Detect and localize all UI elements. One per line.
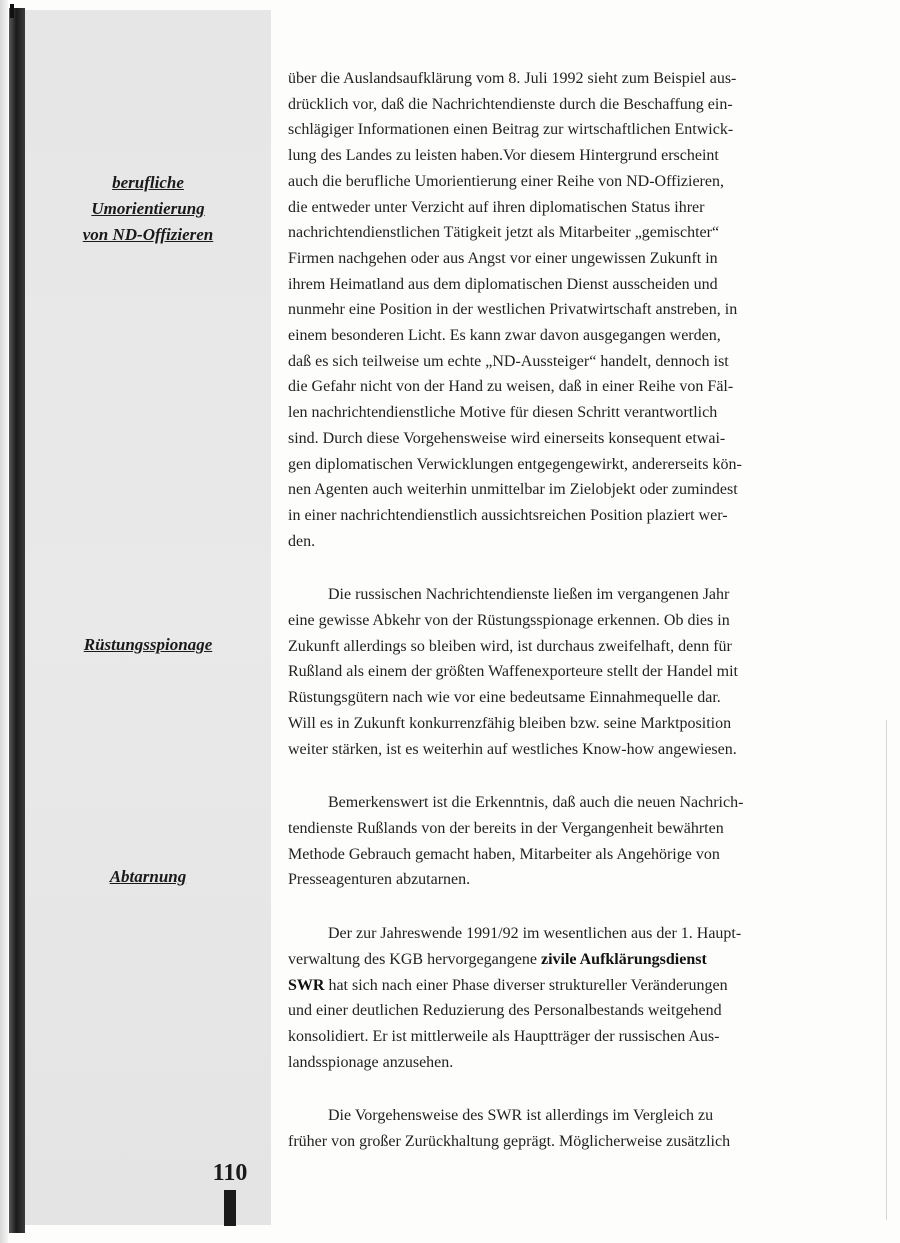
text-line: Zukunft allerdings so bleiben wird, ist durchaus zweifelhaft, denn für <box>288 637 732 655</box>
page-marker <box>224 1190 236 1226</box>
text-line: schlägiger Informationen einen Beitrag zur wirtschaftlichen Entwick- <box>288 121 734 139</box>
text-line: Firmen nachgehen oder aus Angst vor einer ungewissen Zukunft in <box>288 249 718 267</box>
text-line: Methode Gebrauch gemacht haben, Mitarbeiter als Angehörige von <box>288 845 720 863</box>
text-line: weiter stärken, ist es weiterhin auf westliches Know-how angewiesen. <box>288 740 737 758</box>
paragraph <box>288 921 828 1075</box>
text-line: tendienste Rußlands von der bereits in der Vergangenheit bewährten <box>288 819 724 837</box>
text-line: eine gewisse Abkehr von der Rüstungsspionage erkennen. Ob dies in <box>288 612 730 630</box>
text-line: landsspionage anzusehen. <box>288 1053 454 1071</box>
text-line: gen diplomatischen Verwicklungen entgegengewirkt, andererseits kön- <box>288 455 742 473</box>
text-line: len nachrichtendienstliche Motive für diesen Schritt verantwortlich <box>288 404 718 422</box>
text-line: über die Auslandsaufklärung vom 8. Juli 1992 sieht zum Beispiel aus- <box>288 70 737 87</box>
paragraph <box>288 66 828 554</box>
bold-term: zivile Aufklärungsdienst <box>540 950 707 968</box>
text-line: den. <box>288 532 316 550</box>
text-line: daß es sich teilweise um echte „ND-Aussteiger“ handelt, dennoch ist <box>288 352 729 370</box>
text-line: die Gefahr nicht von der Hand zu weisen, daß in einer Reihe von Fäl- <box>288 378 734 396</box>
scan-edge-line <box>886 720 887 1220</box>
binding-edge <box>9 8 25 1233</box>
text-line: ihrem Heimatland aus dem diplomatischen Dienst ausscheiden und <box>288 275 718 293</box>
margin-note-abtarnung: Abtarnung <box>109 867 187 886</box>
text-line: Die Vorgehensweise des SWR ist allerdings im Vergleich zu <box>328 1107 714 1125</box>
paragraph <box>288 790 828 893</box>
text-line: nachrichtendienstlichen Tätigkeit jetzt als Mitarbeiter „gemischter“ <box>288 224 720 242</box>
binding-tick <box>10 4 14 18</box>
binding-shadow <box>0 0 8 1243</box>
text-line: SWR hat sich nach einer Phase diverser struktureller Veränderungen <box>288 976 728 994</box>
text-line: verwaltung des KGB hervorgegangene zivile Aufklärungsdienst <box>288 950 707 968</box>
text-line: früher von großer Zurückhaltung geprägt. Möglicherweise zusätzlich <box>288 1133 731 1151</box>
text-line: die entweder unter Verzicht auf ihren diplomatischen Status ihrer <box>288 198 705 216</box>
text-line: in einer nachrichtendienstlich aussichtsreichen Position plaziert wer- <box>288 506 728 524</box>
text-line: Bemerkenswert ist die Erkenntnis, daß auch die neuen Nachrich- <box>328 794 744 812</box>
paragraph <box>288 582 828 762</box>
text-line: und einer deutlichen Reduzierung des Personalbestands weitgehend <box>288 1002 722 1020</box>
text-line: auch die berufliche Umorientierung einer Reihe von ND-Offizieren, <box>288 172 724 190</box>
bold-term: SWR <box>288 976 325 994</box>
text-line: konsolidiert. Er ist mittlerweile als Hauptträger der russischen Aus- <box>288 1027 720 1045</box>
body-text <box>288 66 828 1155</box>
margin-note-berufliche-umorientierung: berufliche Umorientierung von ND-Offizieren <box>82 173 214 244</box>
text-line: sind. Durch diese Vorgehensweise wird einerseits konsequent etwai- <box>288 429 726 447</box>
text-line: Rüstungsgütern nach wie vor eine bedeutsame Einnahmequelle dar. <box>288 689 721 707</box>
text-line: Rußland als einem der größten Waffenexporteure stellt der Handel mit <box>288 663 738 681</box>
text-line: Die russischen Nachrichtendienste ließen im vergangenen Jahr <box>328 586 730 604</box>
text-line: Will es in Zukunft konkurrenzfähig bleiben bzw. seine Marktposition <box>288 714 732 732</box>
text-line: einem besonderen Licht. Es kann zwar davon ausgegangen werden, <box>288 327 721 345</box>
text-line: Der zur Jahreswende 1991/92 im wesentlichen aus der 1. Haupt- <box>328 925 742 943</box>
text-line: Presseagenturen abzutarnen. <box>288 871 471 889</box>
paragraph <box>288 1103 828 1154</box>
text-line: nunmehr eine Position in der westlichen Privatwirtschaft anstreben, in <box>288 301 738 319</box>
text-line: lung des Landes zu leisten haben.Vor diesem Hintergrund erscheint <box>288 147 719 165</box>
text-line: drücklich vor, daß die Nachrichtendienste durch die Beschaffung ein- <box>288 95 733 113</box>
margin-note-ruestungsspionage: Rüstungsspionage <box>83 635 213 654</box>
text-line: nen Agenten auch weiterhin unmittelbar im Zielobjekt oder zumindest <box>288 481 738 499</box>
page-number: 110 <box>212 1160 248 1186</box>
